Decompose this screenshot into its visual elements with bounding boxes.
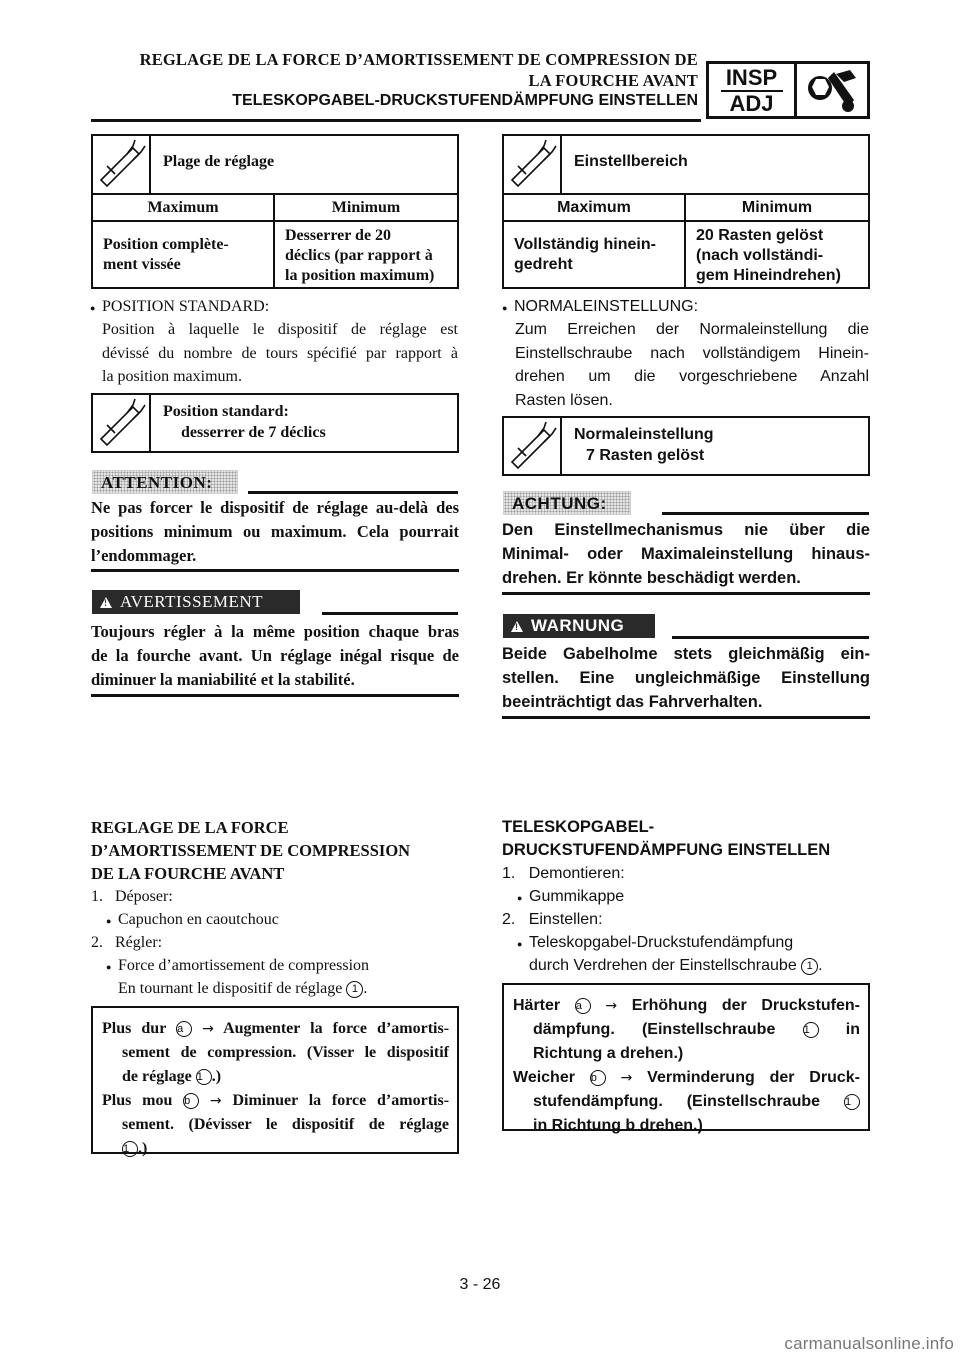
marker-a: a bbox=[575, 998, 591, 1014]
caliper-icon bbox=[504, 136, 562, 193]
page-number: 3 - 26 bbox=[459, 1276, 501, 1293]
de-attention-text: Den Einstellmechanismus nie über die Minimal- oder Maximaleinstellung hinaus- drehen. Er könnte beschädigt werden. bbox=[502, 521, 870, 587]
fr-warning-label: !AVERTISSEMENT bbox=[92, 590, 300, 614]
de-warning-text: Beide Gabelholme stets gleichmäßig ein- stellen. Eine ungleichmäßige Einstellung beeinträchtigt das Fahrverhalten. bbox=[502, 645, 870, 711]
de-result-text: Härter a → Erhöhung der Druckstufen- dämpfung. (Einstellschraube 1 in Richtung a drehen.) Weicher b → Verminderung der Druck- stufendämpfung. (Einstellschraube 1 in Richtung b drehen.) bbox=[513, 997, 861, 1134]
fr-range-min-cell: Desserrer de 20 déclics (par rapport à la position maximum) bbox=[273, 222, 457, 287]
de-warning-rule-bottom bbox=[502, 716, 870, 719]
de-range-title: Einstellbereich bbox=[574, 153, 688, 170]
badge-text bbox=[709, 64, 797, 116]
de-standard-box bbox=[502, 416, 870, 476]
fr-standard-box bbox=[91, 393, 459, 453]
fr-range-max-cell: Position complète- ment vissée bbox=[103, 236, 229, 273]
fr-range-header-row bbox=[93, 193, 457, 220]
de-range-min-cell: 20 Rasten gelöst (nach vollständi- gem Hineindrehen) bbox=[684, 222, 868, 287]
de-attention-rule-bottom bbox=[502, 592, 870, 595]
de-range-header-row bbox=[504, 193, 868, 220]
marker-a: a bbox=[176, 1021, 192, 1037]
de-attention-label: ACHTUNG: bbox=[503, 491, 631, 515]
de-standard-box-text: Normaleinstellung 7 Rasten gelöst bbox=[574, 426, 714, 464]
fr-range-title: Plage de réglage bbox=[163, 153, 275, 170]
fr-standard-box-text: Position standard: desserrer de 7 déclics bbox=[163, 403, 326, 441]
fr-warning-text: Toujours régler à la même position chaque bras de la fourche avant. Un réglage inégal risque de diminuer la maniabilité et la stabilité. bbox=[91, 622, 459, 689]
marker-b: b bbox=[590, 1070, 606, 1086]
fr-attention-rule-top bbox=[248, 491, 458, 494]
callout-1: 1 bbox=[346, 981, 363, 998]
fr-col-max-header: Maximum bbox=[147, 199, 219, 216]
fr-attention-label: ATTENTION: bbox=[92, 470, 238, 494]
header-title-fr-line2: LA FOURCHE AVANT bbox=[528, 71, 698, 90]
de-standard-bullet: ● NORMALEINSTELLUNG: bbox=[502, 298, 699, 315]
fr-attention-rule-bottom bbox=[91, 569, 459, 572]
caliper-icon bbox=[93, 136, 151, 193]
warning-triangle-icon bbox=[511, 621, 523, 632]
header-title-fr-line1: REGLAGE DE LA FORCE D’AMORTISSEMENT DE COMPRESSION DE bbox=[139, 50, 698, 69]
wrench-icon bbox=[800, 64, 867, 116]
de-range-max-cell: Vollständig hinein- gedreht bbox=[514, 236, 656, 273]
badge-bottom: ADJ bbox=[729, 91, 774, 116]
de-step-1-item: ● Gummikappe bbox=[517, 888, 625, 905]
fr-step-2: 2. Régler: bbox=[91, 934, 163, 951]
fr-col-min-header: Minimum bbox=[273, 195, 457, 220]
fr-attention-text: Ne pas forcer le dispositif de réglage au-delà des positions minimum ou maximum. Cela pourrait l’endommager. bbox=[91, 498, 459, 565]
de-standard-paragraph: Zum Erreichen der Normaleinstellung die Einstellschraube nach vollständigem Hinein- drehen um die vorgeschriebene Anzahl Rasten lösen. bbox=[515, 321, 869, 409]
de-warning-rule-top bbox=[672, 636, 869, 639]
fr-result-text: Plus dur a → Augmenter la force d’amortis- sement de compression. (Visser le dispositif de réglage 1 .) Plus mou b → Diminuer la force d’amortis- sement. (Dévisser le dispositif de réglage 1 .) bbox=[102, 1020, 450, 1157]
de-col-max-header: Maximum bbox=[557, 199, 631, 216]
fr-step-2-sub: En tournant le dispositif de réglage 1 . bbox=[118, 980, 368, 997]
fr-range-box bbox=[91, 134, 459, 289]
caliper-icon bbox=[93, 395, 151, 451]
fr-section-title: REGLAGE DE LA FORCE D’AMORTISSEMENT DE COMPRESSION DE LA FOURCHE AVANT bbox=[91, 818, 411, 883]
de-attention-rule-top bbox=[662, 512, 869, 515]
fr-step-1-item: ● Capuchon en caoutchouc bbox=[106, 911, 279, 928]
watermark: carmanualsonline.info bbox=[784, 1334, 954, 1353]
de-step-2-sub: durch Verdrehen der Einstellschraube 1 . bbox=[529, 957, 823, 974]
de-col-min-header: Minimum bbox=[684, 195, 868, 220]
callout-1: 1 bbox=[801, 958, 818, 975]
fr-warning-rule-bottom bbox=[91, 694, 459, 697]
insp-adj-badge bbox=[706, 61, 870, 119]
fr-standard-bullet: ● POSITION STANDARD: bbox=[90, 298, 270, 315]
de-step-2-item: ● Teleskopgabel-Druckstufendämpfung bbox=[517, 934, 794, 951]
fr-step-2-item: ● Force d’amortissement de compression bbox=[106, 957, 370, 974]
de-range-value-row bbox=[504, 220, 868, 287]
marker-b: b bbox=[183, 1093, 199, 1109]
warning-triangle-icon bbox=[100, 597, 112, 608]
badge-top: INSP bbox=[725, 65, 778, 90]
header-title-de: TELESKOPGABEL-DRUCKSTUFENDÄMPFUNG EINSTELLEN bbox=[232, 92, 698, 109]
de-step-1: 1. Demontieren: bbox=[502, 865, 625, 882]
header-rule bbox=[91, 119, 701, 122]
de-warning-label: !WARNUNG bbox=[503, 614, 655, 638]
de-range-box bbox=[502, 134, 870, 289]
fr-result-box bbox=[91, 1006, 459, 1157]
fr-step-1: 1. Déposer: bbox=[91, 888, 173, 905]
de-section-title: TELESKOPGABEL- DRUCKSTUFENDÄMPFUNG EINSTELLEN bbox=[502, 818, 831, 859]
fr-standard-paragraph: Position à laquelle le dispositif de réglage est dévissé du nombre de tours spécifié par rapport à la position maximum. bbox=[102, 321, 458, 385]
fr-warning-rule-top bbox=[322, 612, 458, 615]
de-result-box bbox=[502, 983, 870, 1134]
fr-range-value-row bbox=[93, 220, 457, 287]
caliper-icon bbox=[504, 418, 562, 474]
de-step-2: 2. Einstellen: bbox=[502, 911, 603, 928]
